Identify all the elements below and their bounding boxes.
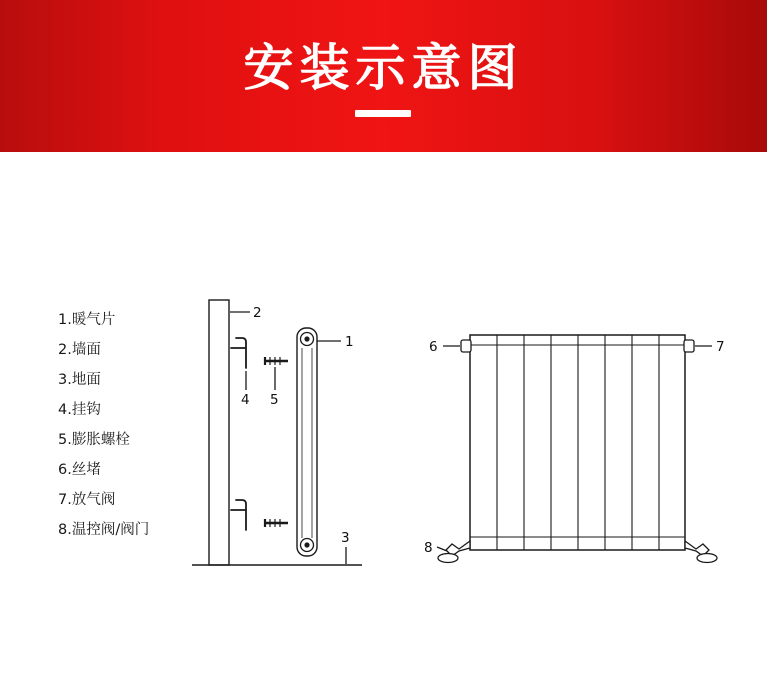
bottom-left-valve-shape xyxy=(438,541,470,563)
legend-item-label: 墙面 xyxy=(71,342,101,358)
leader-line-8 xyxy=(437,547,447,551)
hook-upper-shape xyxy=(231,338,246,368)
legend-item-label: 放气阀 xyxy=(71,492,116,508)
legend-item-number: 6. xyxy=(58,462,72,478)
wall-shape xyxy=(209,300,229,565)
diagram-canvas xyxy=(0,152,767,673)
legend-item-number: 3. xyxy=(58,372,72,388)
expansion-bolt-lower xyxy=(264,519,288,527)
legend-item-label: 膨胀螺栓 xyxy=(71,432,130,448)
page-title: 安装示意图 xyxy=(243,39,524,97)
legend-item-label: 丝堵 xyxy=(71,462,101,478)
callout-8: 8 xyxy=(424,540,433,556)
title-underline xyxy=(355,110,411,117)
legend-item-number: 2. xyxy=(58,342,72,358)
radiator-top-port-center xyxy=(304,336,309,341)
header-banner xyxy=(0,0,767,152)
expansion-bolt-upper xyxy=(264,357,288,365)
callout-7: 7 xyxy=(716,339,725,355)
callout-5: 5 xyxy=(270,392,279,408)
callout-6: 6 xyxy=(429,339,438,355)
side-view-group xyxy=(192,300,362,565)
legend-item-number: 8. xyxy=(58,522,72,538)
radiator-side-body xyxy=(297,328,317,556)
callout-1: 1 xyxy=(345,334,354,350)
right-air-vent-shape xyxy=(684,340,694,352)
legend-item-label: 挂钩 xyxy=(71,402,101,418)
legend-item-label: 地面 xyxy=(71,372,101,388)
radiator-installation-drawing xyxy=(0,152,767,673)
radiator-bottom-port-center xyxy=(304,542,309,547)
legend-item-number: 7. xyxy=(58,492,72,508)
hook-lower-shape xyxy=(231,500,246,530)
legend-item-number: 1. xyxy=(58,312,72,328)
legend-item-number: 5. xyxy=(58,432,72,448)
callout-4: 4 xyxy=(241,392,250,408)
legend-item-number: 4. xyxy=(58,402,72,418)
legend-item-label: 温控阀/阀门 xyxy=(71,522,150,538)
left-plug-shape xyxy=(461,340,471,352)
legend-item-label: 暖气片 xyxy=(71,312,116,328)
callout-2: 2 xyxy=(253,305,262,321)
callout-3: 3 xyxy=(341,530,350,546)
front-view-group xyxy=(437,335,717,563)
bottom-right-valve-shape xyxy=(685,541,717,563)
